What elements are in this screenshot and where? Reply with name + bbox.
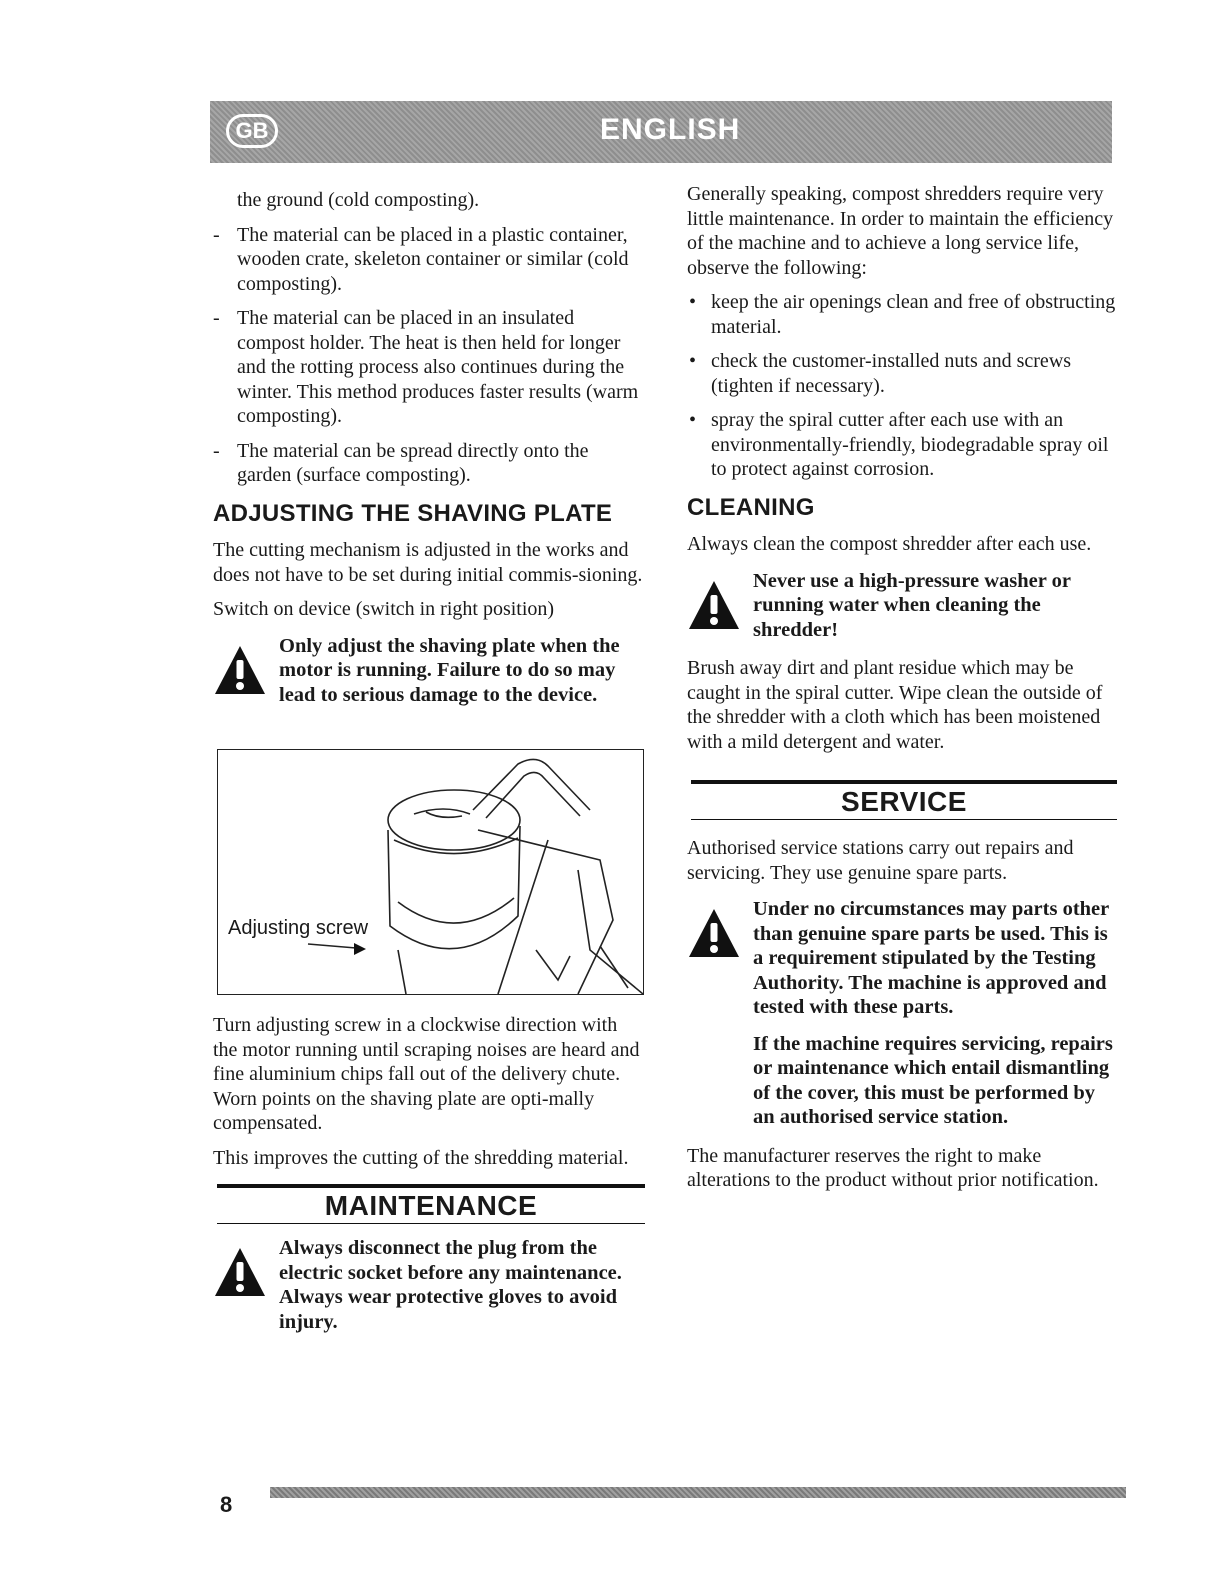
maintenance-intro: Generally speaking, compost shredders require very little maintenance. In order to maintain the efficiency of the machine and to achieve a long service life, observe the following: xyxy=(687,183,1114,279)
switch-on-paragraph: Switch on device (switch in right position) xyxy=(213,598,555,620)
footer-bar xyxy=(270,1487,1126,1498)
adjusting-warning xyxy=(213,634,645,708)
list-item: • spray the spiral cutter after each use with an environmentally-friendly, biodegradable spray oil to protect against corrosion. xyxy=(687,408,1117,482)
warning-text: Never use a high-pressure washer or running water when cleaning the shredder! xyxy=(753,569,1071,641)
warning-icon xyxy=(213,1246,267,1298)
service-paragraph: Authorised service stations carry out repairs and servicing. They use genuine spare parts. xyxy=(687,837,1074,884)
cleaning-paragraph: Always clean the compost shredder after each use. xyxy=(687,533,1092,555)
cleaning-warning xyxy=(687,569,1117,643)
maintenance-warning xyxy=(213,1236,645,1334)
warning-icon xyxy=(687,579,741,631)
warning-text: Under no circumstances may parts other than genuine spare parts be used. This is a requirement stipulated by the Testing Authority. The machine is approved and tested with these parts. xyxy=(753,898,1109,1018)
adjusting-instruction: Turn adjusting screw in a clockwise direction with the motor running until scraping noises are heard and fine aluminium chips fall out of the delivery chute. Worn points on the shaving plate are opti-mally compensated. xyxy=(213,1014,640,1134)
warning-icon xyxy=(687,907,741,959)
list-item: • check the customer-installed nuts and screws (tighten if necessary). xyxy=(687,349,1117,398)
adjusting-screw-figure xyxy=(217,749,644,995)
page-number: 8 xyxy=(220,1492,233,1517)
language-title: ENGLISH xyxy=(600,113,741,146)
list-item: - The material can be placed in a plastic container, wooden crate, skeleton container or similar (cold composting). xyxy=(213,223,645,297)
divider xyxy=(691,819,1117,821)
adjusting-heading: ADJUSTING THE SHAVING PLATE xyxy=(213,499,613,527)
warning-text: If the machine requires servicing, repairs or maintenance which entail dismantling of the cover, this must be performed by an authorised service station. xyxy=(753,1032,1113,1128)
language-banner xyxy=(210,101,1112,163)
warning-text: Only adjust the shaving plate when the motor is running. Failure to do so may lead to serious damage to the device. xyxy=(279,634,620,706)
country-badge: GB xyxy=(226,114,278,148)
shredder-illustration xyxy=(218,750,643,994)
maintenance-section-header xyxy=(217,1184,645,1224)
service-warning xyxy=(687,897,1117,1130)
cleaning-heading: CLEANING xyxy=(687,493,815,521)
service-section-header xyxy=(691,780,1117,820)
list-item: - The material can be spread directly onto the garden (surface composting). xyxy=(213,439,645,488)
maintenance-tips-list xyxy=(687,290,1117,482)
divider xyxy=(217,1184,645,1188)
maintenance-heading: MAINTENANCE xyxy=(324,1190,538,1221)
list-item: • keep the air openings clean and free of obstructing material. xyxy=(687,290,1117,339)
cleaning-instructions: Brush away dirt and plant residue which may be caught in the spiral cutter. Wipe clean the outside of the shredder with a cloth which has been moistened with a mild detergent and water. xyxy=(687,657,1103,753)
list-item: - The material can be placed in an insulated compost holder. The heat is then held for longer and the rotting process also continues during the winter. This method produces faster results (warm composting). xyxy=(213,306,645,429)
adjusting-paragraph: The cutting mechanism is adjusted in the works and does not have to be set during initial commis-sioning. xyxy=(213,539,643,586)
divider xyxy=(217,1223,645,1225)
warning-text: Always disconnect the plug from the electric socket before any maintenance. Always wear protective gloves to avoid injury. xyxy=(279,1237,622,1333)
service-heading: SERVICE xyxy=(841,786,967,817)
manufacturer-notice: The manufacturer reserves the right to make alterations to the product without prior notification. xyxy=(687,1144,1099,1191)
figure-label: Adjusting screw xyxy=(228,917,369,939)
divider xyxy=(691,780,1117,784)
warning-icon xyxy=(213,644,267,696)
adjusting-result: This improves the cutting of the shredding material. xyxy=(213,1146,629,1169)
intro-continuation: the ground (cold composting). xyxy=(237,189,480,211)
right-column xyxy=(687,182,1117,1203)
left-column xyxy=(213,188,645,1348)
composting-options-list xyxy=(213,223,645,488)
